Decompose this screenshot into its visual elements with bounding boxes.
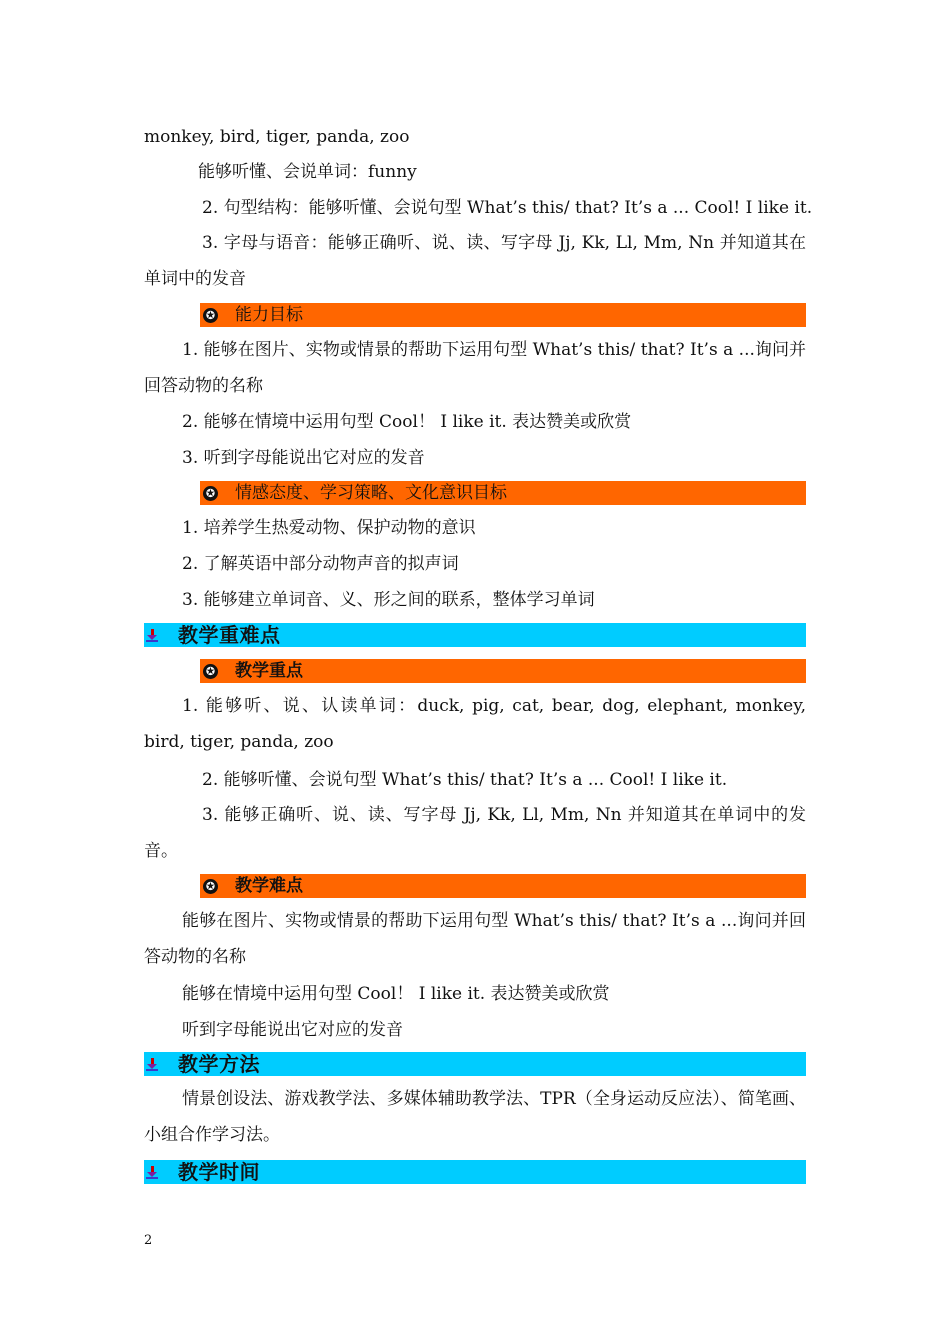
emotion-item-2: 2. 了解英语中部分动物声音的拟声词 — [182, 554, 459, 574]
star-circle-icon: ✪ — [203, 664, 218, 679]
sentence-structure-line: 2. 句型结构：能够听懂、会说句型 What’s this/ that? It’s a ... Cool! I like it. — [202, 198, 813, 218]
star-circle-icon: ✪ — [203, 486, 218, 501]
teaching-method-section-bar — [144, 1052, 806, 1076]
ability-goal-bar — [200, 303, 806, 327]
star-circle-icon: ✪ — [203, 879, 218, 894]
teaching-method-paragraph: 情景创设法、游戏教学法、多媒体辅助教学法、TPR（全身运动反应法）、简笔画、小组合作学习法。 — [144, 1089, 806, 1145]
key-points-bar — [200, 659, 806, 683]
down-arrow-icon — [146, 1165, 158, 1179]
ability-item-3: 3. 听到字母能说出它对应的发音 — [182, 448, 425, 468]
teaching-method-title: 教学方法 — [178, 1052, 260, 1076]
ability-goal-title: 能力目标 — [235, 305, 303, 325]
difficulty-item-2: 能够在情境中运用句型 Cool！ I like it. 表达赞美或欣赏 — [182, 984, 610, 1004]
difficult-points-bar — [200, 874, 806, 898]
letters-paragraph: 3. 字母与语音：能够正确听、说、读、写字母 Jj, Kk, Ll, Mm, Nn 并知道其在单词中的发音 — [144, 233, 806, 289]
key-item-2: 2. 能够听懂、会说句型 What’s this/ that? It’s a ... Cool! I like it. — [202, 770, 728, 790]
ability-item-2: 2. 能够在情境中运用句型 Cool！ I like it. 表达赞美或欣赏 — [182, 412, 632, 432]
emotion-goal-bar — [200, 481, 806, 505]
key-difficulty-section-title: 教学重难点 — [178, 623, 281, 647]
emotion-item-3: 3. 能够建立单词音、义、形之间的联系，整体学习单词 — [182, 590, 595, 610]
down-arrow-icon — [146, 1057, 158, 1071]
key-points-title: 教学重点 — [235, 661, 303, 681]
down-arrow-icon — [146, 628, 158, 642]
difficult-points-title: 教学难点 — [235, 876, 303, 896]
key-item-3: 3. 能够正确听、说、读、写字母 Jj, Kk, Ll, Mm, Nn 并知道其在单词中的发音。 — [144, 805, 806, 861]
difficulty-item-1: 能够在图片、实物或情景的帮助下运用句型 What’s this/ that? It’s a ...询问并回答动物的名称 — [144, 911, 806, 967]
ability-item-1: 1. 能够在图片、实物或情景的帮助下运用句型 What’s this/ that? It’s a ...询问并回答动物的名称 — [144, 340, 806, 396]
page-number: 2 — [144, 1233, 153, 1248]
key-difficulty-section-bar — [144, 623, 806, 647]
difficulty-item-3: 听到字母能说出它对应的发音 — [182, 1020, 403, 1040]
emotion-item-1: 1. 培养学生热爱动物、保护动物的意识 — [182, 518, 476, 538]
teaching-time-title: 教学时间 — [178, 1160, 260, 1184]
teaching-time-section-bar — [144, 1160, 806, 1184]
star-circle-icon: ✪ — [203, 308, 218, 323]
funny-line: 能够听懂、会说单词：funny — [198, 162, 417, 182]
key-item-1: 1. 能够听、说、认读单词：duck, pig, cat, bear, dog, elephant, monkey, bird, tiger, panda, zoo — [144, 696, 806, 752]
vocab-tail-line: monkey, bird, tiger, panda, zoo — [144, 127, 410, 147]
emotion-goal-title: 情感态度、学习策略、文化意识目标 — [235, 483, 507, 503]
